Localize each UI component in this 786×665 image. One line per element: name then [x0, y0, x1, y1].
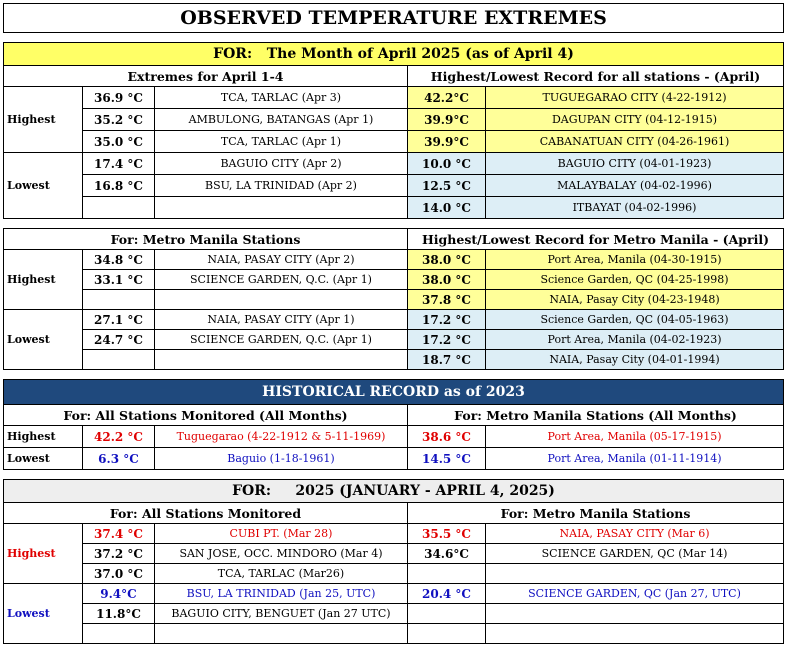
year-mm-low-value-3	[408, 624, 486, 644]
year-low-station-1: BSU, LA TRINIDAD (Jan 25, UTC)	[155, 584, 408, 604]
table-row	[4, 270, 784, 290]
year-left-header: For: All Stations Monitored	[4, 503, 408, 524]
month-low-value-1: 17.4 °C	[83, 153, 155, 175]
year-mm-high-value-2: 34.6°C	[408, 544, 486, 564]
metro-record-low-station-2: Port Area, Manila (04-02-1923)	[486, 330, 784, 350]
year-mm-low-value-2	[408, 604, 486, 624]
table-row	[4, 524, 784, 544]
historical-mm-high-station: Port Area, Manila (05-17-1915)	[486, 426, 784, 448]
table-row	[4, 604, 784, 624]
year-high-station-1: CUBI PT. (Mar 28)	[155, 524, 408, 544]
historical-high-station: Tuguegarao (4-22-1912 & 5-11-1969)	[155, 426, 408, 448]
historical-high-value: 42.2 °C	[83, 426, 155, 448]
metro-high-station-3	[155, 290, 408, 310]
table-row	[4, 175, 784, 197]
year-period-header	[4, 480, 784, 503]
historical-low-station: Baguio (1-18-1961)	[155, 448, 408, 470]
month-low-station-3	[155, 197, 408, 219]
metro-low-station-1: NAIA, PASAY CITY (Apr 1)	[155, 310, 408, 330]
table-row	[4, 564, 784, 584]
metro-high-value-1: 34.8 °C	[83, 250, 155, 270]
month-record-high-value-3: 39.9°C	[408, 131, 486, 153]
metro-low-value-2: 24.7 °C	[83, 330, 155, 350]
year-high-value-3: 37.0 °C	[83, 564, 155, 584]
metro-record-high-value-3: 37.8 °C	[408, 290, 486, 310]
year-high-station-3: TCA, TARLAC (Mar26)	[155, 564, 408, 584]
historical-right-header: For: Metro Manila Stations (All Months)	[408, 405, 784, 426]
year-mm-high-value-1: 35.5 °C	[408, 524, 486, 544]
table-row	[4, 544, 784, 564]
month-high-value-2: 35.2 °C	[83, 109, 155, 131]
metro-low-value-1: 27.1 °C	[83, 310, 155, 330]
metro-low-station-3	[155, 350, 408, 370]
metro-record-high-station-1: Port Area, Manila (04-30-1915)	[486, 250, 784, 270]
temperature-extremes-sheet	[3, 3, 783, 644]
month-high-station-1: TCA, TARLAC (Apr 3)	[155, 87, 408, 109]
year-lowest-label: Lowest	[4, 584, 83, 644]
metro-record-low-value-3: 18.7 °C	[408, 350, 486, 370]
year-low-value-2: 11.8°C	[83, 604, 155, 624]
month-highest-label: Highest	[4, 87, 83, 153]
metro-record-low-value-1: 17.2 °C	[408, 310, 486, 330]
year-mm-high-station-2: SCIENCE GARDEN, QC (Mar 14)	[486, 544, 784, 564]
month-for-label: FOR:	[213, 46, 253, 62]
month-record-high-station-3: CABANATUAN CITY (04-26-1961)	[486, 131, 784, 153]
month-record-high-value-2: 39.9°C	[408, 109, 486, 131]
table-row	[4, 310, 784, 330]
metro-high-station-2: SCIENCE GARDEN, Q.C. (Apr 1)	[155, 270, 408, 290]
year-mm-low-station-3	[486, 624, 784, 644]
month-right-header: Highest/Lowest Record for all stations - (April)	[408, 66, 784, 87]
metro-record-high-station-2: Science Garden, QC (04-25-1998)	[486, 270, 784, 290]
month-record-low-station-2: MALAYBALAY (04-02-1996)	[486, 175, 784, 197]
metro-record-high-value-2: 38.0 °C	[408, 270, 486, 290]
table-row	[4, 330, 784, 350]
historical-lowest-label: Lowest	[4, 448, 83, 470]
table-row	[4, 250, 784, 270]
metro-highest-label: Highest	[4, 250, 83, 310]
table-row	[4, 426, 784, 448]
metro-record-low-value-2: 17.2 °C	[408, 330, 486, 350]
table-row	[4, 87, 784, 109]
month-high-station-2: AMBULONG, BATANGAS (Apr 1)	[155, 109, 408, 131]
month-period: The Month of April 2025 (as of April 4)	[266, 46, 574, 62]
metro-record-low-station-3: NAIA, Pasay City (04-01-1994)	[486, 350, 784, 370]
metro-record-low-station-1: Science Garden, QC (04-05-1963)	[486, 310, 784, 330]
table-row	[4, 350, 784, 370]
metro-record-high-station-3: NAIA, Pasay City (04-23-1948)	[486, 290, 784, 310]
historical-mm-low-value: 14.5 °C	[408, 448, 486, 470]
metro-low-value-3	[83, 350, 155, 370]
metro-left-header: For: Metro Manila Stations	[4, 229, 408, 250]
month-record-low-station-3: ITBAYAT (04-02-1996)	[486, 197, 784, 219]
month-low-value-2: 16.8 °C	[83, 175, 155, 197]
table-row	[4, 131, 784, 153]
year-mm-low-station-1: SCIENCE GARDEN, QC (Jan 27, UTC)	[486, 584, 784, 604]
historical-mm-high-value: 38.6 °C	[408, 426, 486, 448]
month-left-header: Extremes for April 1-4	[4, 66, 408, 87]
year-high-station-2: SAN JOSE, OCC. MINDORO (Mar 4)	[155, 544, 408, 564]
year-mm-high-station-3	[486, 564, 784, 584]
month-record-low-value-3: 14.0 °C	[408, 197, 486, 219]
historical-mm-low-station: Port Area, Manila (01-11-1914)	[486, 448, 784, 470]
metro-right-header: Highest/Lowest Record for Metro Manila - (April)	[408, 229, 784, 250]
month-high-station-3: TCA, TARLAC (Apr 1)	[155, 131, 408, 153]
table-row	[4, 448, 784, 470]
historical-title: HISTORICAL RECORD as of 2023	[4, 380, 784, 405]
historical-left-header: For: All Stations Monitored (All Months)	[4, 405, 408, 426]
page-title: OBSERVED TEMPERATURE EXTREMES	[4, 4, 784, 33]
month-record-high-station-1: TUGUEGARAO CITY (4-22-1912)	[486, 87, 784, 109]
historical-low-value: 6.3 °C	[83, 448, 155, 470]
table-row	[4, 290, 784, 310]
year-mm-low-value-1: 20.4 °C	[408, 584, 486, 604]
year-high-value-2: 37.2 °C	[83, 544, 155, 564]
month-record-low-station-1: BAGUIO CITY (04-01-1923)	[486, 153, 784, 175]
month-low-station-1: BAGUIO CITY (Apr 2)	[155, 153, 408, 175]
month-low-station-2: BSU, LA TRINIDAD (Apr 2)	[155, 175, 408, 197]
month-record-low-value-1: 10.0 °C	[408, 153, 486, 175]
year-highest-label: Highest	[4, 524, 83, 584]
year-for-label: FOR:	[232, 483, 272, 499]
year-mm-high-station-1: NAIA, PASAY CITY (Mar 6)	[486, 524, 784, 544]
month-high-value-3: 35.0 °C	[83, 131, 155, 153]
month-period-header	[4, 43, 784, 66]
metro-high-value-3	[83, 290, 155, 310]
year-period: 2025 (JANUARY - APRIL 4, 2025)	[295, 483, 555, 499]
table-row	[4, 584, 784, 604]
month-lowest-label: Lowest	[4, 153, 83, 219]
metro-record-high-value-1: 38.0 °C	[408, 250, 486, 270]
table-row	[4, 153, 784, 175]
year-right-header: For: Metro Manila Stations	[408, 503, 784, 524]
metro-high-value-2: 33.1 °C	[83, 270, 155, 290]
year-mm-high-value-3	[408, 564, 486, 584]
metro-lowest-label: Lowest	[4, 310, 83, 370]
table-row	[4, 624, 784, 644]
month-record-low-value-2: 12.5 °C	[408, 175, 486, 197]
year-low-value-3	[83, 624, 155, 644]
month-record-high-value-1: 42.2°C	[408, 87, 486, 109]
extremes-table	[3, 3, 784, 644]
metro-low-station-2: SCIENCE GARDEN, Q.C. (Apr 1)	[155, 330, 408, 350]
month-high-value-1: 36.9 °C	[83, 87, 155, 109]
table-row	[4, 197, 784, 219]
month-record-high-station-2: DAGUPAN CITY (04-12-1915)	[486, 109, 784, 131]
year-low-station-2: BAGUIO CITY, BENGUET (Jan 27 UTC)	[155, 604, 408, 624]
metro-high-station-1: NAIA, PASAY CITY (Apr 2)	[155, 250, 408, 270]
year-low-station-3	[155, 624, 408, 644]
year-mm-low-station-2	[486, 604, 784, 624]
year-low-value-1: 9.4°C	[83, 584, 155, 604]
year-high-value-1: 37.4 °C	[83, 524, 155, 544]
historical-highest-label: Highest	[4, 426, 83, 448]
month-low-value-3	[83, 197, 155, 219]
table-row	[4, 109, 784, 131]
